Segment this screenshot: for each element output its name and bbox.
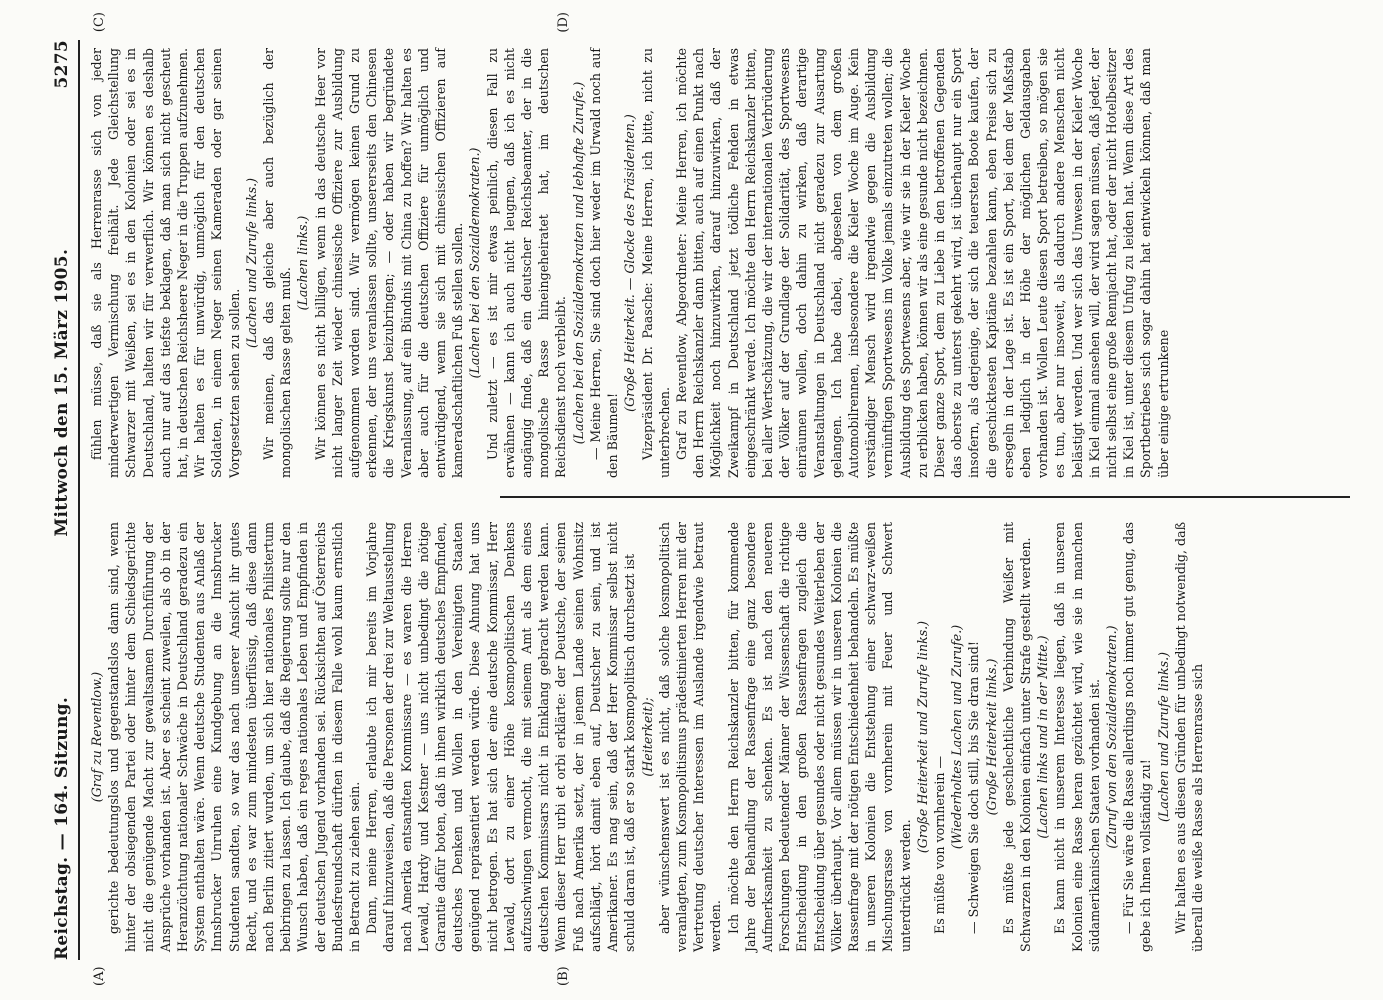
paragraph: Dann, meine Herren, erlaubte ich mir bereits im Vorjahre darauf hinzuweisen, daß die Personen der drei zur Weltausstellung nach Amerika entsandten Kommissare — es waren die Herren Lewald, Hardy und Kestner — uns nicht unbedingt die nötige Garantie dafür boten, daß in ihnen wirklich deutsches Empfinden, deutsches Denken und Wollen in den Vereinigten Staaten genügend repräsentiert werden würde. Diese Ahnung hat uns nicht betrogen. Es hat sich der eine deutsche Kommissar, Herr Lewald, dort zu einer Höhe kosmopolitischen Denkens aufzuschwingen vermocht, die mit seinem Amt als dem eines deutschen Kommissars nicht in Einklang gebracht werden kann. Wenn dieser Herr urbi et orbi erklärte: der Deutsche, der seinen Fuß nach Amerika setzt, der in jenem Lande seinen Wohnsitz aufschlägt, hört damit eben auf, Deutscher zu sein, und ist Amerikaner. Es mag sein, daß der Herr Kommissar selbst nicht schuld daran ist, daß er so stark kosmopolitisch durchsetzt ist xyxy=(364,522,638,952)
paragraph: Und zuletzt — es ist mir etwas peinlich, diesen Fall zu erwähnen — kann ich auch nicht leugnen, daß ich es nicht angängig finde, daß ein deutscher Reichsbeamter, der in die mongolische Rasse hineingeheiratet hat, im deutschen Reichsdienst noch verbleibt. xyxy=(484,48,569,478)
paragraph: (Große Heiterkeit links.) xyxy=(983,658,999,816)
paragraph: (Lachen und Zurufe links.) xyxy=(243,177,259,349)
right-column xyxy=(88,48,1172,478)
page-header xyxy=(48,40,76,960)
margin-marker-a: (A) xyxy=(92,966,107,986)
header-page-number: 5275 xyxy=(52,40,72,89)
margin-marker-b: (B) xyxy=(556,966,571,986)
paragraph: Wir meinen, daß das gleiche aber auch bezüglich der mongolischen Rasse gelten muß. xyxy=(261,48,294,478)
paragraph: Wir halten es aus diesen Gründen für unbedingt notwendig, daß überall die weiße Rasse als Herrenrasse sich xyxy=(1172,522,1205,952)
paragraph: Wir können es nicht billigen, wenn in das deutsche Heer vor nicht langer Zeit wieder chinesische Offiziere zur Ausbildung aufgenommen worden sind. Wir vermögen keinen Grund zu erkennen, der uns veranlassen sollte, unsererseits den Chinesen die Kriegskunst beizubringen; — oder haben wir begründete Veranlassung, auf ein Bündnis mit China zu hoffen? Wir halten es aber auch für die deutschen Offiziere für unmöglich und entwürdigend, wenn sie sich mit chinesischen Offizieren auf kameradschaftlichen Fuß stellen sollen. xyxy=(312,48,466,478)
paragraph: (Lachen bei den Sozialdemokraten und lebhafte Zurufe.) xyxy=(570,81,586,445)
paragraph: (Lachen und Zurufe links.) xyxy=(1155,651,1171,823)
paragraph: (Lachen links.) xyxy=(295,215,311,311)
header-left: Reichstag. — 164. Sitzung. xyxy=(52,696,72,960)
paragraph: (Wiederholtes Lachen und Zurufe.) xyxy=(949,624,965,850)
paragraph: — Für Sie wäre die Rasse allerdings noch immer gut genug, das gebe ich Ihnen vollständig zu! xyxy=(1121,522,1154,952)
paragraph: Ich möchte den Herrn Reichskanzler bitten, für kommende Jahre der Behandlung der Rassenfrage eine ganz besondere Aufmerksamkeit zu schenken. Es ist nach den neueren Forschungen bedeutender Männer der Wissenschaft die richtige Entscheidung in den großen Rassenfragen zugleich die Entscheidung über gesundes oder nicht gesundes Weiterleben der Völker überhaupt. Vor allem müssen wir in unseren Kolonien die Rassenfrage mit der nötigen Entschiedenheit behandeln. Es müßte in unseren Kolonien die Entstehung einer schwarz-weißen Mischungsrasse von vornherein mit Feuer und Schwert unterdrückt werden. xyxy=(725,522,913,952)
paragraph: (Lachen bei den Sozialdemokraten.) xyxy=(467,147,483,379)
paragraph: — Schweigen Sie doch still, bis Sie dran sind! xyxy=(966,641,982,934)
paragraph: Graf zu Reventlow, Abgeordneter: Meine Herren, ich möchte den Herrn Reichskanzler dann bitten, auch auf einen Punkt nach Möglichkeit noch hinzuwirken, darauf hinzuwirken, daß der Zweikampf in Deutschland jetzt tödliche Fehden in etwas eingeschränkt werde. Ich möchte den Herrn Reichskanzler bitten, bei aller Wertschätzung, die wir der internationalen Verbrüderung der Völker auf der Grundlage der Solidarität, des Sportwesens einräumen wollen, doch dahin zu wirken, daß derartige Veranstaltungen in Deutschland nicht geradezu zur Ausartung gelangen. Ich habe dabei, abgesehen von dem großen Automobilrennen, insbesondere die Kieler Woche im Auge. Kein verständiger Mensch wird irgendwie gegen die Ausbildung vernünftigen Sportwesens im Volke jemals einzutreten wollen; die Ausbildung des Sportwesens aber, wie wir sie in der Kieler Woche zu erblicken haben, können wir als eine gesunde nicht bezeichnen. Dieser ganze Sport, dem zu Liebe in den betroffenen Gegenden das oberste zu unterst gekehrt wird, ist überhaupt nur ein Sport insofern, als derjenige, der sich die teuersten Boote kaufen, der die geschicktesten Kapitäne bezahlen kann, eben Preise sich zu ersegeln in der Lage ist. Es ist ein Sport, bei dem der Maßstab eben lediglich in der Höhe der möglichen Geldausgaben vorhanden ist. Wollen Leute diesen Sport betreiben, so mögen sie es tun, aber nur insoweit, als dadurch andere Menschen nicht belästigt werden. Und wer sich das Unwesen in der Kieler Woche in Kiel einmal ansehen will, der wird sagen müssen, daß jeder, der nicht selbst eine große Rennjacht hat, oder der nicht Hotelbesitzer in Kiel ist, unter diesem Unfug zu leiden hat. Wenn diese Art des Sportbetriebes sich sogar dahin hat entwickeln können, daß man über einige ertrunkene xyxy=(673,48,1171,478)
paragraph: Es müßte jede geschlechtliche Verbindung Weißer mit Schwarzen in den Kolonien einfach unter Strafe gestellt werden. xyxy=(1000,522,1033,952)
paragraph: gerichte bedeutungslos und gegenstandslos dann sind, wenn hinter der obsiegenden Partei oder hinter dem Schiedsgerichte nicht die genügende Macht zur gewaltsamen Durchführung der Ansprüche vorhanden ist. Aber es scheint zuweilen, als ob in der Heranzüchtung nationaler Schwäche in Deutschland geradezu ein System enthalten wäre. Wenn deutsche Studenten aus Anlaß der Innsbrucker Unruhen eine Kundgebung an die Innsbrucker Studenten sandten, so war das nach unserer Ansicht ihr gutes Recht, und es war zum mindesten überflüssig, daß diese dann nach Berlin zitiert wurden, um sich hier nationales Philistertum beibringen zu lassen. Ich glaube, daß die Regierung sollte nur den Wunsch haben, daß ein reges nationales Leben und Empfinden in der deutschen Jugend vorhanden sei. Rücksichten auf Österreichs Bundesfreundschaft dürften in diesem Falle wohl kaum ernstlich in Betracht zu ziehen sein. xyxy=(106,522,363,952)
paragraph: Es kann nicht in unserem Interesse liegen, daß in unseren Kolonien eine Rasse heran gezüchtet wird, wie sie in manchen südamerikanischen Staaten vorhanden ist. xyxy=(1052,522,1102,952)
column-divider xyxy=(500,496,1350,498)
paragraph: (Graf zu Reventlow.) xyxy=(89,671,104,803)
header-rule xyxy=(78,40,80,960)
paragraph: (Zuruf von den Sozialdemokraten.) xyxy=(1103,625,1119,849)
paragraph: — Meine Herren, Sie sind doch hier weder im Urwald noch auf den Bäumen! xyxy=(587,48,621,478)
paragraph: (Heiterkeit); xyxy=(639,697,655,777)
left-column xyxy=(88,522,1206,952)
paragraph: Es müßte von vornherein — xyxy=(931,755,947,934)
margin-marker-c: (C) xyxy=(92,12,107,33)
paragraph: Vizepräsident Dr. Paasche: Meine Herren, ich bitte, nicht zu unterbrechen. xyxy=(639,48,672,478)
paragraph: (Große Heiterkeit. — Glocke des Präsidenten.) xyxy=(622,114,638,412)
paragraph: fühlen müsse, daß sie als Herrenrasse sich von jeder minderwertigen Vermischung freihält. Jede Gleichstellung Schwarzer mit Weißen, sei es in den Kolonien oder sei es in Deutschland, halten wir für verwerflich. Wir können es deshalb auch nur auf das tiefste beklagen, daß man sich nicht gescheut hat, in deutschen Reichsheere Neger in die Truppen aufzunehmen. Wir halten es für unwürdig, unmöglich für den deutschen Soldaten, in einem Neger seinen Kameraden oder gar seinen Vorgesetzten sehen zu sollen. xyxy=(89,48,242,478)
paragraph: (Lachen links und in der Mitte.) xyxy=(1035,635,1051,839)
paragraph: (Große Heiterkeit und Zurufe links.) xyxy=(914,620,930,854)
header-center: Mittwoch den 15. März 1905. xyxy=(52,248,72,537)
margin-marker-d: (D) xyxy=(556,12,571,33)
paragraph: aber wünschenswert ist es nicht, daß solche kosmopolitisch veranlagten, zum Kosmopolitismus prädestinierten Herren mit der Vertretung deutscher Interessen im Auslande irgendwie betraut werden. xyxy=(656,522,724,952)
